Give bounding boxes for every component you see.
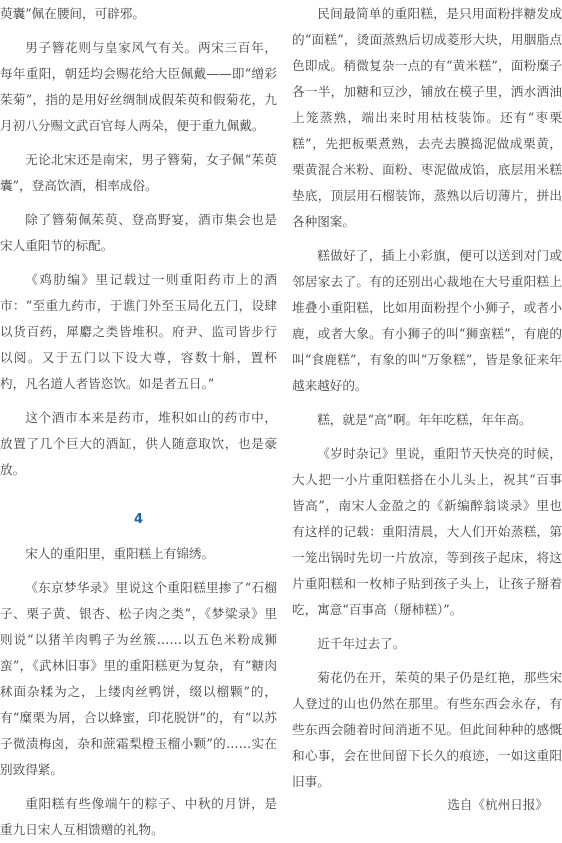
paragraph: 除了簪菊佩茱萸、登高野宴，酒市集会也是宋人重阳节的标配。 — [0, 212, 277, 253]
paragraph: 萸囊”佩在腰间，可辟邪。 — [0, 6, 145, 21]
right-column — [292, 0, 562, 795]
paragraph: 糕，就是“高”啊。年年吃糕，年年高。 — [317, 412, 532, 427]
paragraph: 菊花仍在开，茱萸的果子仍是红艳，那些宋人登过的山也仍然在那里。有些东西会永存，有些东西会随着时间消逝不见。但此间种种的感慨和心事，会在世间留下长久的痕迹，一如这重阳旧事。 — [292, 670, 562, 789]
paragraph: 《岁时杂记》里说，重阳节天快亮的时候，大人把一小片重阳糕搭在小儿头上，祝其“百事皆高”，南宋人金盈之的《新编醉翁谈录》里也有这样的记载：重阳清晨，大人们开始蒸糕，第一笼出锅时先切一片放凉，等到孩子起床，将这片重阳糕和一枚柿子贴到孩子头上，让孩子掰着吃，寓意“百事高（掰柿糕）”。 — [292, 446, 562, 617]
paragraph: 民间最简单的重阳糕，是只用面粉拌糖发成的“面糕”，烫面蒸熟后切成菱形大块，用胭脂点色即成。稍微复杂一点的有“黄米糕”，面粉糜子各一半，加糖和豆沙，铺放在模子里，洒水洒油上笼蒸熟，端出来时用枯枝装饰。还有“枣栗糕”，先把板栗煮熟，去壳去膜捣泥做成栗黄，栗黄混合米粉、面粉、枣泥做成馅，底层用米糕垫底，顶层用石榴装饰，蒸熟以后切薄片，拼出各种图案。 — [292, 6, 562, 229]
paragraph: 《鸡肋编》里记载过一则重阳药市上的酒市：“至重九药市，于谯门外至玉局化五门，设肆以货百药，犀麝之类皆堆积。府尹、监司皆步行以阅。又于五门以下设大尊，容数十斛，置杯杓，凡名道人者皆恣饮。如是者五日。” — [0, 272, 277, 391]
paragraph: 这个酒市本来是药市，堆积如山的药市中，放置了几个巨大的酒缸，供人随意取饮，也是豪放。 — [0, 410, 277, 477]
paragraph: 无论北宋还是南宋，男子簪菊，女子佩“茱萸囊”，登高饮酒，相率成俗。 — [0, 152, 277, 193]
paragraph: 重阳糕有些像端午的粽子、中秋的月饼，是重九日宋人互相馈赠的礼物。 — [0, 796, 277, 837]
left-column — [0, 0, 277, 843]
paragraph: 近千年过去了。 — [317, 636, 406, 651]
paragraph: 《东京梦华录》里说这个重阳糕里掺了“石榴子、栗子黄、银杏、松子肉之类”，《梦粱录》里则说“以猪羊肉鸭子为丝簇……以五色米粉成狮蛮”，《武林旧事》里的重阳糕更为复杂，有“糖肉秫面杂糅为之，上缕肉丝鸭饼，缀以榴颗”的，有“糜栗为屑，合以蜂蜜，印花脱饼”的，有“以苏子微渍梅卤，杂和蔗霜梨橙玉榴小颗”的……实在别致得紧。 — [0, 580, 277, 777]
paragraph: 糕做好了，插上小彩旗，便可以送到对门或邻居家去了。有的还别出心裁地在大号重阳糕上堆叠小重阳糕，比如用面粉捏个小狮子，或者小鹿，或者大象。有小狮子的叫“狮蛮糕”，有鹿的叫“食鹿糕”，有象的叫“万象糕”，皆是象征来年越来越好的。 — [292, 248, 562, 393]
source-attribution: 选自《杭州日报》 — [447, 797, 548, 812]
section-number: 4 — [133, 512, 144, 527]
paragraph: 宋人的重阳里，重阳糕上有锦绣。 — [25, 546, 215, 561]
paragraph: 男子簪花则与皇家风气有关。两宋三百年，每年重阳，朝廷均会赐花给大臣佩戴——即“缯彩茱菊”，指的是用好丝绸制成假茱萸和假菊花，九月初八分赐文武百官每人两朵，便于重九佩戴。 — [0, 40, 277, 133]
